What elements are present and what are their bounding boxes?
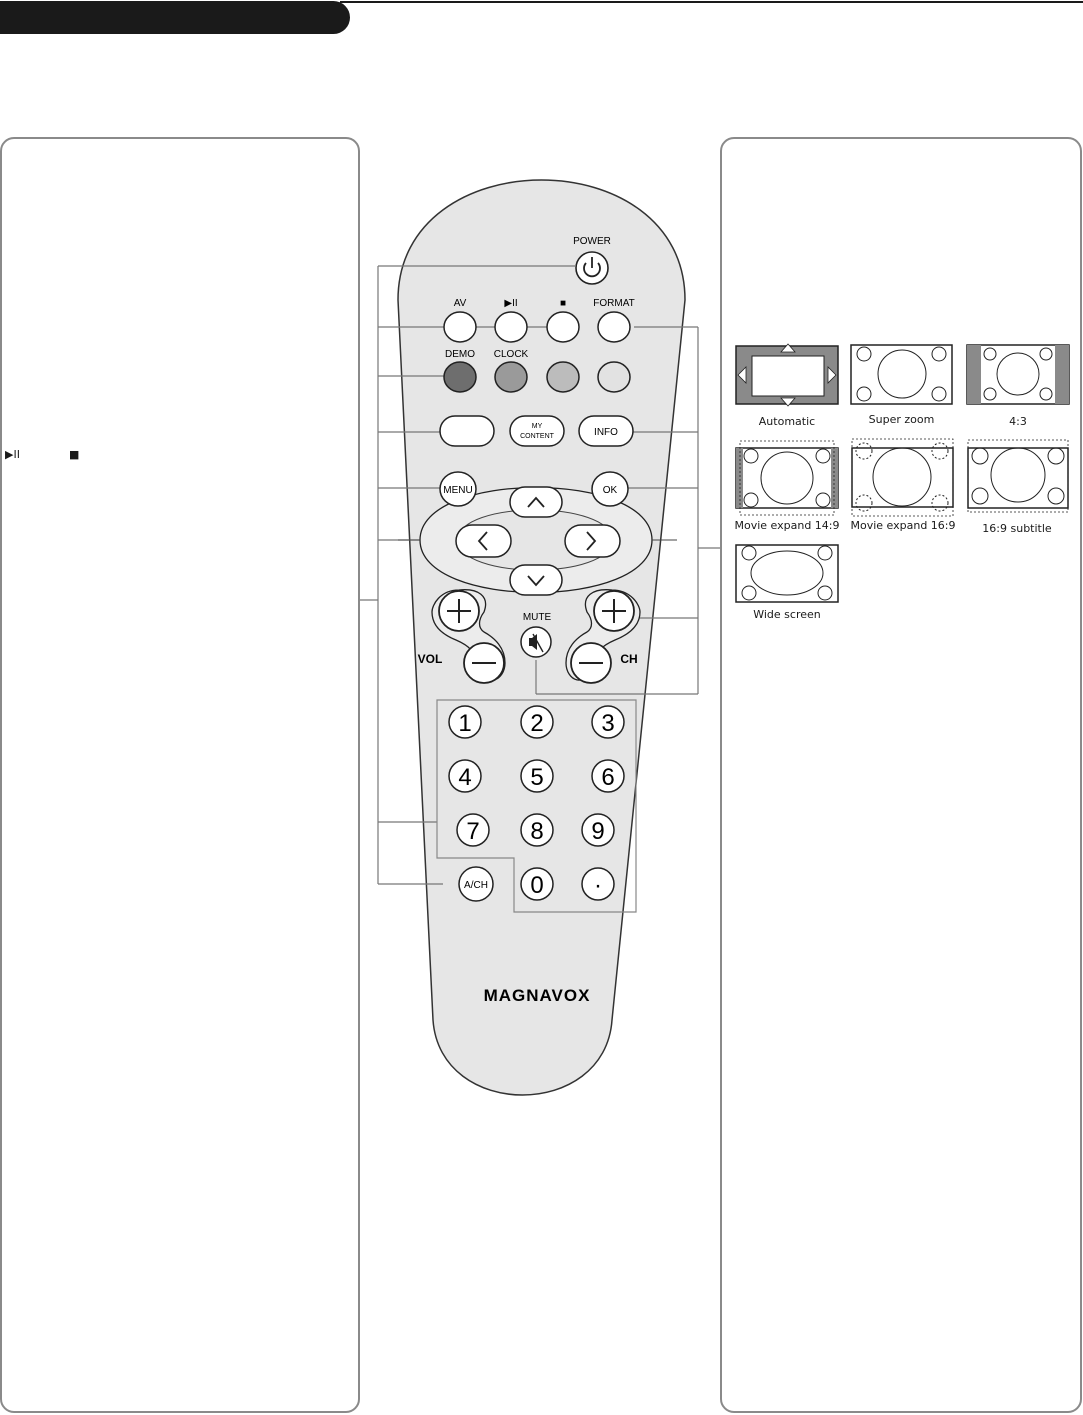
info-label: INFO (594, 427, 618, 438)
my-content-label-1: MY (531, 423, 543, 430)
format-label-movie-expand-16-9: Movie expand 16:9 (850, 519, 956, 532)
play-pause-button[interactable] (495, 312, 527, 342)
digit-7-button[interactable] (457, 814, 489, 846)
power-label: POWER (573, 236, 611, 247)
ach-label: A/CH (464, 880, 488, 891)
digit-2-label: 2 (530, 710, 544, 737)
format-label-wide-screen: Wide screen (753, 608, 821, 621)
ch-down-button[interactable] (571, 643, 611, 683)
dot-button[interactable] (582, 868, 614, 900)
clock-label: CLOCK (493, 349, 529, 360)
stop-label: ■ (559, 298, 567, 309)
play-pause-label: ▶II (504, 298, 518, 309)
vol-down-button[interactable] (464, 643, 504, 683)
digit-3-button[interactable] (592, 706, 624, 738)
format-label-super-zoom: Super zoom (868, 413, 935, 426)
digit-0-label: 0 (530, 872, 544, 899)
digit-0-button[interactable] (521, 868, 553, 900)
my-content-label-2: CONTENT (520, 433, 554, 440)
format-label-16-9-subtitle: 16:9 subtitle (982, 522, 1052, 535)
digit-6-label: 6 (601, 764, 615, 791)
digit-9-label: 9 (591, 818, 605, 845)
vol-label: VOL (417, 652, 443, 666)
ch-label: CH (620, 652, 638, 666)
blank-pill-button[interactable] (440, 416, 494, 446)
format-label: FORMAT (593, 298, 635, 309)
arrow-up-button[interactable] (510, 487, 562, 517)
av-label: AV (453, 298, 467, 309)
play-pause-glyph: ▶II (5, 448, 20, 461)
ok-label: OK (602, 485, 618, 496)
third-color-button[interactable] (547, 362, 579, 392)
menu-label: MENU (443, 485, 473, 496)
mute-label: MUTE (522, 612, 552, 623)
mute-button[interactable] (521, 627, 551, 657)
digit-3-label: 3 (601, 710, 615, 737)
digit-8-label: 8 (530, 818, 544, 845)
arrow-down-button[interactable] (510, 565, 562, 595)
arrow-right-button[interactable] (565, 525, 620, 557)
power-button[interactable] (576, 252, 608, 284)
digit-4-button[interactable] (449, 760, 481, 792)
stop-button[interactable] (547, 312, 579, 342)
digit-8-button[interactable] (521, 814, 553, 846)
format-label-4-3: 4:3 (1009, 415, 1027, 428)
stop-glyph: ■ (68, 448, 80, 461)
digit-6-button[interactable] (592, 760, 624, 792)
format-label-automatic: Automatic (758, 415, 816, 428)
clock-button[interactable] (495, 362, 527, 392)
vol-up-button[interactable] (439, 591, 479, 631)
digit-5-button[interactable] (521, 760, 553, 792)
digit-4-label: 4 (458, 764, 472, 791)
digit-2-button[interactable] (521, 706, 553, 738)
brand-logo: MAGNAVOX (483, 986, 591, 1005)
av-button[interactable] (444, 312, 476, 342)
fourth-color-button[interactable] (598, 362, 630, 392)
digit-9-button[interactable] (582, 814, 614, 846)
format-button[interactable] (598, 312, 630, 342)
my-content-button[interactable] (510, 416, 564, 446)
digit-1-label: 1 (458, 710, 472, 737)
ch-up-button[interactable] (594, 591, 634, 631)
demo-label: DEMO (445, 349, 475, 360)
digit-7-label: 7 (466, 818, 480, 845)
dot-label: · (594, 872, 602, 899)
digit-1-button[interactable] (449, 706, 481, 738)
demo-button[interactable] (444, 362, 476, 392)
ach-button[interactable] (459, 867, 493, 901)
digit-5-label: 5 (530, 764, 544, 791)
arrow-left-button[interactable] (456, 525, 511, 557)
format-label-movie-expand-14-9: Movie expand 14:9 (734, 519, 840, 532)
